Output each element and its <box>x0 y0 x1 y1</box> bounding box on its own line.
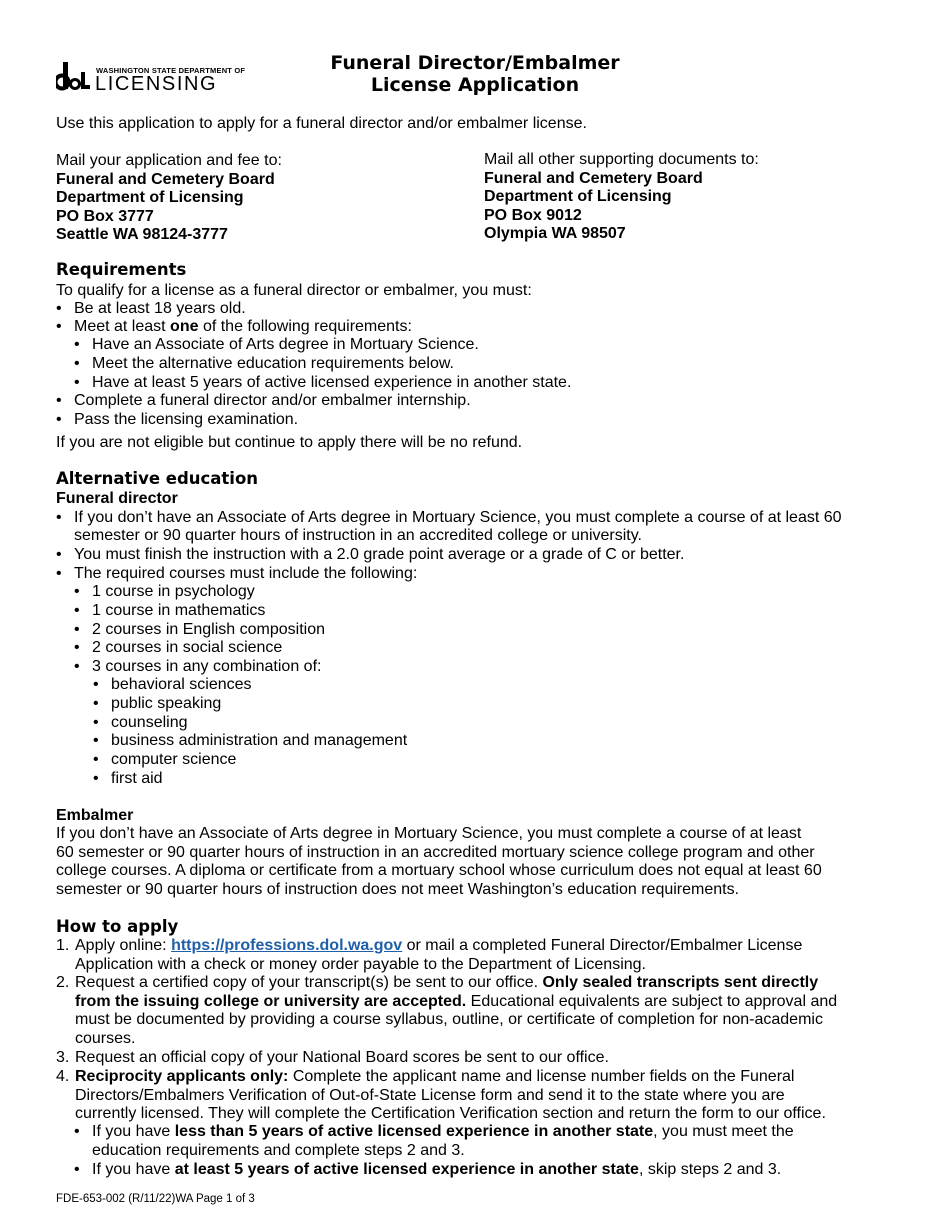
mail-docs-block <box>484 151 759 244</box>
bullet-icon: • <box>93 695 99 712</box>
mail-fee-label: Mail your application and fee to: <box>56 152 282 169</box>
bullet-icon: • <box>74 336 80 353</box>
bullet-icon: • <box>56 300 62 317</box>
bullet-icon: • <box>56 509 62 526</box>
mail-fee-block <box>56 152 282 245</box>
page-title <box>250 52 700 96</box>
document-page: WASHINGTON STATE DEPARTMENT OF LICENSING Funeral Director/Embalmer License Application Use this application to apply for a funeral director and/or embalmer license. Mail your application and fee to: Funeral and Cemetery Board Department of Licensing PO Box 3777 Seattle WA 98124-3777 Mail all other supporting documents to: Funeral and Cemetery Board Department of Licensing PO Box 9012 Olympia WA 98507 Requirements To qualify for a license as a funeral director or embalmer, you must: • Be at least 18 years old. • Meet at least one of the following requirements: • Have an Associate of Arts degree in Mortuary Science. • Meet the alternative education requirements below. • Have at least 5 years of active licensed experience in another state. • Complete a funeral director and/or embalmer internship. • Pass the licensing examination. If you are not eligible but continue to apply there will be no refund. Alternative education Funeral director • If you don’t have an Associate of Arts degree in Mortuary Science, you must complete a course of at least 60 semester or 90 quarter hours of instruction in an accredited college or university. • You must finish the instruction with a 2.0 grade point average or a grade of C or better. • The required courses must include the following: • 1 course in psychology • 1 course in mathematics • 2 courses in English composition • 2 courses in social science • 3 courses in any combination of: • behavioral sciences • public speaking • counseling • business administration and management • computer science • first aid Embalmer If you don’t have an Associate of Arts degree in Mortuary Science, you must complete a course of at least 60 semester or 90 quarter hours of instruction in an accredited mortuary science college program and other college courses. A diploma or certificate from a mortuary school whose curriculum does not equal at least 60 semester or 90 quarter hours of instruction does not meet Washington’s education requirements. How to apply 1. Apply online: https://professions.dol.wa.gov or mail a completed Funeral Director/Embalmer License Application with a check or money order payable to the Department of Licensing. 2. Request a certified copy of your transcript(s) be sent to our office. Only sealed transcripts sent directly from the issuing college or university are accepted. Educational equivalents are subject to approval and must be documented by providing a course syllabus, outline, or certificate of completion for non-academic courses. 3. Request an official copy of your National Board scores be sent to our office. 4. Reciprocity applicants only: Complete the applicant name and license number fields on the Funeral Directors/Embalmers Verification of Out-of-State License form and send it to the state where you are currently licensed. They will complete the Certification Verification section and return the form to our office. • If you have less than 5 years of active licensed experience in another state, you must meet the education requirements and complete steps 2 and 3. • If you have at least 5 years of active licensed experience in another state, skip steps 2 and 3. FDE-653-002 (R/11/22)WA Page 1 of 3 <box>0 0 950 1230</box>
bullet-icon: • <box>93 676 99 693</box>
bullet-icon: • <box>74 1123 80 1140</box>
bullet-icon: • <box>74 355 80 372</box>
mail-fee-line: Seattle WA 98124-3777 <box>56 226 228 243</box>
mail-docs-line: PO Box 9012 <box>484 206 582 224</box>
refund-note: If you are not eligible but continue to apply there will be no refund. <box>56 434 523 451</box>
mail-docs-line: Funeral and Cemetery Board <box>484 169 703 187</box>
step-1: Apply online: https://professions.dol.wa.gov or mail a completed Funeral Director/Embalmer License Application with a check or money order payable to the Department of Licensing. <box>75 937 803 973</box>
dol-logo-icon <box>56 60 90 92</box>
how-to-apply-heading: How to apply <box>56 917 179 936</box>
embalmer-heading: Embalmer <box>56 807 134 824</box>
embalmer-paragraph: If you don’t have an Associate of Arts degree in Mortuary Science, you must complete a course of at least 60 semester or 90 quarter hours of instruction in an accredited mortuary science college program and other college courses. A diploma or certificate from a mortuary school whose curriculum does not equal at least 60 semester or 90 quarter hours of instruction does not meet Washington’s education requirements. <box>56 825 822 898</box>
mail-docs-line: Olympia WA 98507 <box>484 225 626 242</box>
bullet-icon: • <box>56 392 62 409</box>
bullet-icon: • <box>74 602 80 619</box>
requirements-heading: Requirements <box>56 260 187 279</box>
alt-education-heading: Alternative education <box>56 469 259 488</box>
step-3: Request an official copy of your National Board scores be sent to our office. <box>75 1049 609 1066</box>
bullet-icon: • <box>56 565 62 582</box>
step-4: Reciprocity applicants only: Complete the applicant name and license number fields on the Funeral Directors/Embalmers Verification of Out-of-State License form and send it to the state where you are currently licensed. They will complete the Certification Verification section and return the form to our office. <box>75 1068 826 1122</box>
form-footer: FDE-653-002 (R/11/22)WA Page 1 of 3 <box>56 1193 255 1205</box>
step-number: 4. <box>56 1068 70 1085</box>
bullet-icon: • <box>56 411 62 428</box>
mail-fee-line: Department of Licensing <box>56 189 244 206</box>
bullet-icon: • <box>74 583 80 600</box>
bullet-icon: • <box>93 751 99 768</box>
bullet-icon: • <box>93 770 99 787</box>
mail-fee-line: Funeral and Cemetery Board <box>56 170 275 188</box>
bullet-icon: • <box>56 546 62 563</box>
list-item-continued: semester or 90 quarter hours of instruction in an accredited college or university. <box>74 527 642 544</box>
mail-docs-line: Department of Licensing <box>484 188 672 205</box>
bullet-icon: • <box>74 1161 80 1178</box>
bullet-icon: • <box>93 714 99 731</box>
logo-licensing-text: LICENSING <box>95 73 218 95</box>
bullet-icon: • <box>74 621 80 638</box>
step-number: 3. <box>56 1049 70 1066</box>
step-number: 1. <box>56 937 70 954</box>
requirements-lead: To qualify for a license as a funeral director or embalmer, you must: <box>56 282 532 299</box>
bullet-icon: • <box>74 639 80 656</box>
title-line-2: License Application <box>370 74 580 96</box>
list-item-continued: education requirements and complete steps 2 and 3. <box>92 1142 465 1159</box>
funeral-director-heading: Funeral director <box>56 490 178 507</box>
intro-text: Use this application to apply for a funeral director and/or embalmer license. <box>56 115 587 132</box>
mail-docs-label: Mail all other supporting documents to: <box>484 151 759 168</box>
bullet-icon: • <box>74 374 80 391</box>
bullet-icon: • <box>74 658 80 675</box>
title-line-1: Funeral Director/Embalmer <box>330 52 620 74</box>
bullet-icon: • <box>93 732 99 749</box>
step-number: 2. <box>56 974 70 991</box>
bullet-icon: • <box>56 318 62 335</box>
logo-agency-text: WASHINGTON STATE DEPARTMENT OF <box>96 66 246 75</box>
mail-fee-line: PO Box 3777 <box>56 207 154 225</box>
professions-link[interactable]: https://professions.dol.wa.gov <box>171 937 403 954</box>
step-2: Request a certified copy of your transcript(s) be sent to our office. Only sealed transcripts sent directly from the issuing college or university are accepted. Educational equivalents are subject to approval and must be documented by providing a course syllabus, outline, or certificate of completion for non-academic courses. <box>75 974 838 1047</box>
